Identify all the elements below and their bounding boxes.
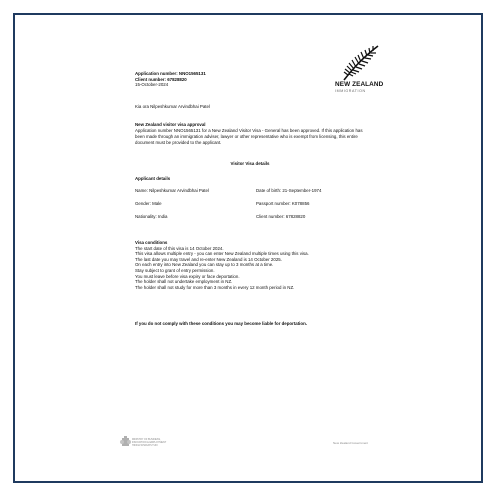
- applicant-name: Name: Nilpeshkumar Arvindbhai Patel: [135, 188, 209, 193]
- ministry-line: INNOVATION & EMPLOYMENT: [132, 441, 167, 444]
- ministry-line: HIKINA WHAKATUTUKI: [132, 444, 158, 447]
- approval-text: Application number NNO1565131 for a New Zealand Visitor Visa - General has been approved. If this application has been made through an immigration adviser, lawyer or other representative who is exempt from licensing, this entire document must be provided to the applicant.: [135, 127, 363, 145]
- condition-item: You must leave before visa expiry or face deportation.: [135, 273, 240, 279]
- condition-item: The start date of this visa is 14 October 2024.: [135, 245, 224, 251]
- letter-date: 15-October-2024: [135, 82, 169, 88]
- condition-item: On each entry into New Zealand you can stay up to 3 months at a time.: [135, 262, 274, 268]
- nz-immigration-logo: [334, 44, 384, 96]
- approval-section: [135, 122, 365, 146]
- date-of-birth: Date of birth: 21-September-1974: [256, 188, 322, 193]
- logo-subtitle: IMMIGRATION: [335, 89, 366, 93]
- visa-conditions: [135, 240, 365, 290]
- passport-number: Passport number: K078856: [256, 201, 310, 206]
- logo-title: NEW ZEALAND: [335, 81, 384, 88]
- condition-item: The holder shall not undertake employment in NZ.: [135, 279, 233, 285]
- nz-government-wordmark: New Zealand Government: [333, 441, 369, 445]
- applicant-heading: Applicant details: [135, 176, 171, 181]
- conditions-heading: Visa conditions: [135, 240, 168, 245]
- nationality: Nationality: India: [135, 214, 168, 219]
- ministry-logo: [120, 436, 190, 450]
- gender: Gender: Male: [135, 201, 162, 206]
- condition-item: The holder shall not study for more than 3 months in every 12 month period in NZ.: [135, 284, 295, 290]
- greeting: Kia ora Nilpeshkumar Arvindbhai Patel: [135, 104, 210, 109]
- applicant-client-number: Client number: 67828820: [256, 214, 306, 219]
- condition-item: The last date you may travel and re-enter New Zealand is 14 October 2025.: [135, 256, 282, 262]
- approval-heading: New Zealand visitor visa approval: [135, 122, 206, 127]
- letter-header: [135, 71, 365, 88]
- deportation-warning: If you do not comply with these conditions you may become liable for deportation.: [135, 321, 307, 326]
- client-number: Client number: 67828820: [135, 76, 187, 82]
- condition-item: Stay subject to grant of entry permission.: [135, 267, 215, 273]
- condition-item: This visa allows multiple entry - you can enter New Zealand multiple times using this visa.: [135, 251, 309, 257]
- application-number: Application number: NNO1565131: [135, 71, 206, 76]
- coat-of-arms-icon: [120, 436, 131, 448]
- visa-details-heading: Visitor Visa details: [230, 161, 270, 166]
- ministry-line: MINISTRY OF BUSINESS,: [132, 438, 161, 441]
